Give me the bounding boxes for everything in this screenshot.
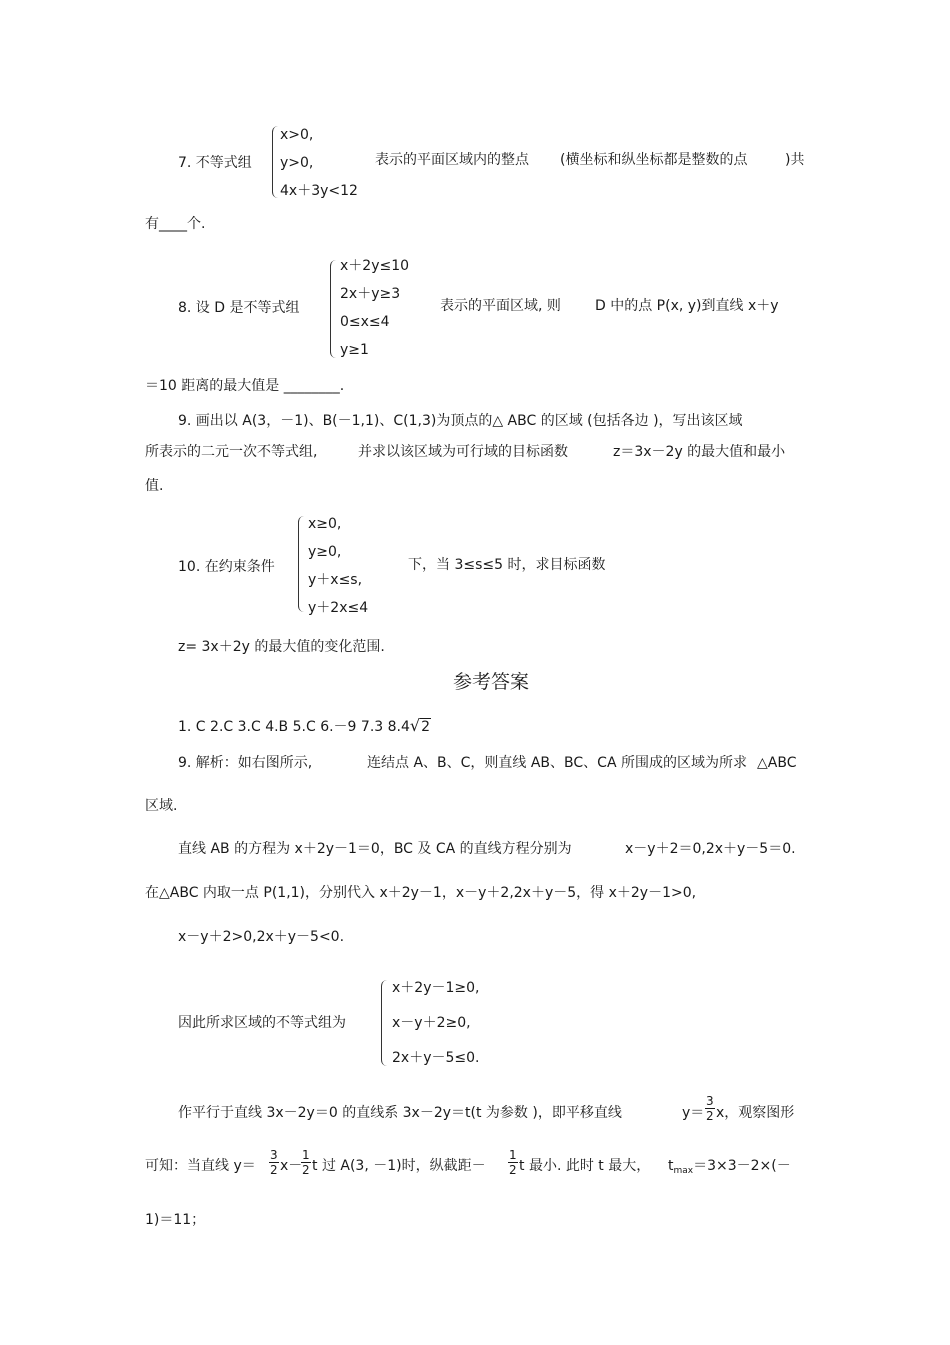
answers-line [178,718,431,734]
p5-system-line: x＋2y－1≥0, [392,980,480,996]
system-brace [330,260,337,358]
answers-list: 1. C 2.C 3.C 4.B 5.C 6.－9 7.3 8.4 [178,719,410,735]
subscript-max: max [673,1166,694,1176]
q9-text: z＝3x－2y 的最大值和最小 [613,444,786,460]
q10-system-line: y≥0, [308,544,342,560]
sqrt-argument: 2 [421,719,431,735]
solution-text: y＝ [682,1105,705,1121]
q7-system-line: x>0, [280,127,314,143]
fraction [301,1149,311,1176]
denominator: 2 [706,1109,714,1123]
numerator: 3 [270,1148,278,1162]
q8-text: 表示的平面区域, 则 [440,298,561,314]
solution-text: 作平行于直线 3x－2y＝0 的直线系 3x－2y＝t(t 为参数 )，即平移直线 [178,1105,622,1121]
numerator: 3 [706,1094,714,1108]
q7-text: (横坐标和纵坐标都是整数的点 [560,152,748,168]
sqrt-icon: √ [409,716,421,735]
solution-text: x－y＋2>0,2x＋y－5<0. [178,929,345,945]
solution-text: △ABC [757,755,797,771]
expression: ＝3×3－2×(－ [693,1158,791,1174]
solution-text: 9. 解析：如右图所示, [178,755,313,771]
q7-system-line: 4x＋3y<12 [280,183,358,199]
solution-text: 因此所求区域的不等式组为 [178,1015,346,1031]
q9-text: 9. 画出以 A(3，－1)、B(－1,1)、C(1,3)为顶点的△ ABC 的区域 (包括各边 )，写出该区域 [178,413,743,429]
q7-text: 有____个. [145,216,206,232]
solution-text: x－y＋2＝0,2x＋y－5＝0. [625,841,796,857]
numerator: 1 [302,1148,310,1162]
denominator: 2 [270,1163,278,1177]
q10-system-line: y＋2x≤4 [308,600,369,616]
answers-heading: 参考答案 [453,671,530,693]
denominator: 2 [302,1163,310,1177]
system-brace [381,980,388,1066]
solution-text: 直线 AB 的方程为 x＋2y－1＝0，BC 及 CA 的直线方程分别为 [178,841,572,857]
solution-text: 在△ABC 内取一点 P(1,1)，分别代入 x＋2y－1，x－y＋2,2x＋y－5，得 x＋2y－1>0, [145,885,697,901]
solution-text: 1)＝11； [145,1212,206,1228]
fraction [508,1149,518,1176]
system-brace [272,126,279,198]
q8-text: ＝10 距离的最大值是 ________. [145,378,345,394]
solution-text: 区域. [145,798,178,814]
q7-text: )共 [785,152,805,168]
fraction [269,1149,279,1176]
q8-text: D 中的点 P(x, y)到直线 x＋y [595,298,779,314]
denominator: 2 [509,1163,517,1177]
q8-system-line: 0≤x≤4 [340,314,390,330]
q9-text: 所表示的二元一次不等式组, [145,444,318,460]
q8-label: 8. 设 D 是不等式组 [178,300,300,316]
solution-text: x－ [280,1158,303,1174]
q8-system-line: y≥1 [340,342,369,358]
q10-text: 下，当 3≤s≤5 时，求目标函数 [408,557,606,573]
q9-text: 并求以该区域为可行域的目标函数 [358,444,568,460]
q7-text: 表示的平面区域内的整点 [375,152,529,168]
solution-text [668,1159,791,1176]
solution-text: 可知：当直线 y＝ [145,1158,256,1174]
q7-system-line: y>0, [280,155,314,171]
solution-text: 连结点 A、B、C，则直线 AB、BC、CA 所围成的区域为所求 [367,755,747,771]
solution-text: x，观察图形 [716,1105,795,1121]
system-brace [298,516,305,612]
p5-system-line: x－y＋2≥0, [392,1015,471,1031]
q10-label: 10. 在约束条件 [178,559,275,575]
solution-text: t 最小. 此时 t 最大， [519,1158,651,1174]
q10-system-line: y＋x≤s, [308,572,363,588]
q10-text: z= 3x＋2y 的最大值的变化范围. [178,639,385,655]
q8-system-line: 2x＋y≥3 [340,286,401,302]
solution-text: t 过 A(3, －1)时，纵截距－ [312,1158,486,1174]
p5-system-line: 2x＋y－5≤0. [392,1050,480,1066]
numerator: 1 [509,1148,517,1162]
t-symbol: t [668,1158,674,1174]
q9-text: 值. [145,478,164,494]
q8-system-line: x＋2y≤10 [340,258,410,274]
q7-label: 7. 不等式组 [178,155,252,171]
q10-system-line: x≥0, [308,516,342,532]
fraction [705,1095,715,1122]
